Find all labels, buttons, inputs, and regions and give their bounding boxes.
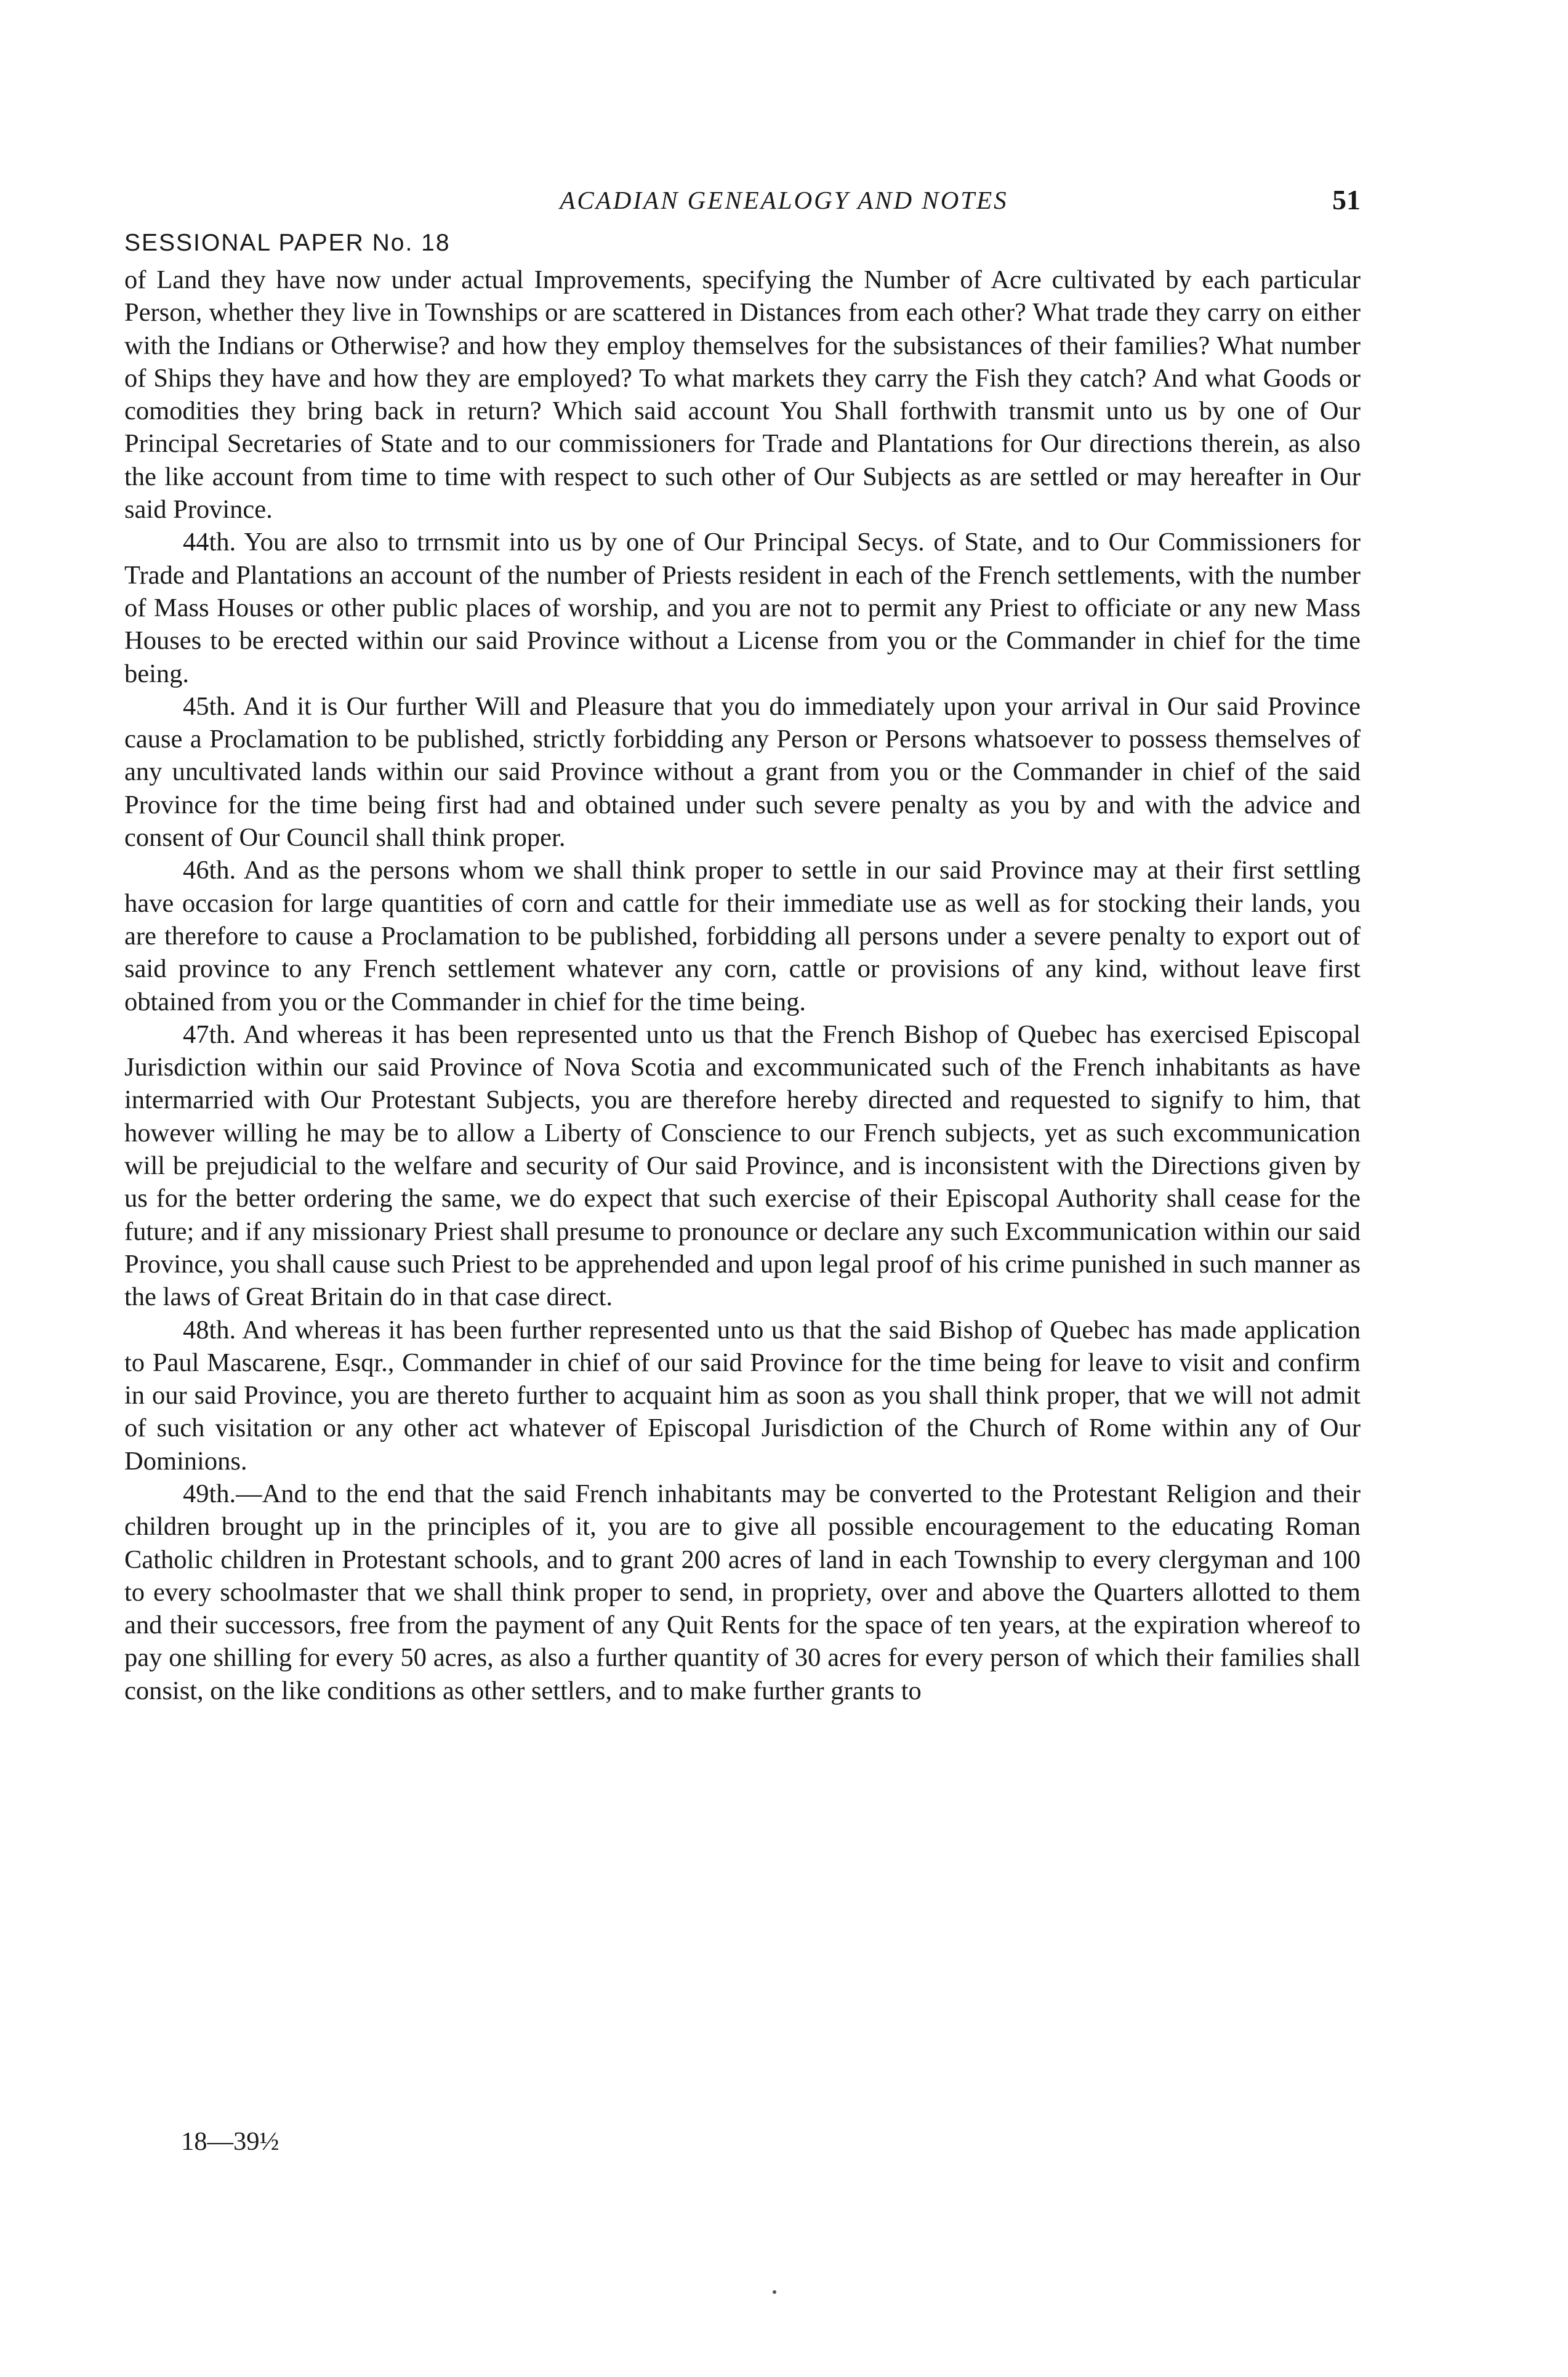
paragraph-46th: 46th. And as the persons whom we shall think proper to settle in our said Province may at their first settling have occasion for large quantities of corn and cattle for their immediate use as well as for stocking their lands, you are therefore to cause a Proclamation to be published, forbidding all persons under a severe penalty to export out of said province to any French settlement whatever any corn, cattle or provisions of any kind, without leave first obtained from you or the Commander in chief for the time being. [124, 856, 1361, 1016]
paragraph-continuation: of Land they have now under actual Improvements, specifying the Number of Acre cultivated by each particular Person, whether they live in Townships or are scattered in Distances from each other? What trade they carry on either with the Indians or Otherwise? and how they employ themselves for the subsistances of their families? What number of Ships they have and how they are employed? To what markets they carry the Fish they catch? And what Goods or comodities they bring back in return? Which said account You Shall forthwith transmit unto us by one of Our Principal Secretaries of State and to our commissioners for Trade and Plantations for Our directions therein, as also the like account from time to time with respect to such other of Our Subjects as are settled or may hereafter in Our said Province. [124, 265, 1361, 525]
page-number: 51 [1332, 184, 1361, 215]
running-head [0, 182, 1568, 219]
paragraph-45th: 45th. And it is Our further Will and Pleasure that you do immediately upon your arrival in Our said Province cause a Proclamation to be published, strictly forbidding any Person or Persons whatsoever to possess themselves of any uncultivated lands within our said Province without a grant from you or the Commander in chief of the said Province for the time being first had and obtained under such severe penalty as you by and with the advice and consent of Our Council shall think proper. [124, 691, 1361, 853]
paragraph-47th: 47th. And whereas it has been represented unto us that the French Bishop of Quebec has exercised Episcopal Jurisdiction within our said Province of Nova Scotia and excommunicated such of the French inhabitants as have intermarried with Our Protestant Subjects, you are therefore hereby directed and requested to signify to him, that however willing he may be to allow a Liberty of Conscience to our French subjects, yet as such excommunication will be prejudicial to the welfare and security of Our said Province, and is inconsistent with the Directions given by us for the better ordering the same, we do expect that such exercise of their Episcopal Authority shall cease for the future; and if any missionary Priest shall presume to pronounce or declare any such Excommunication within our said Province, you shall cause such Priest to be apprehended and upon legal proof of his crime punished in such manner as the laws of Great Britain do in that case direct. [124, 1020, 1361, 1312]
paragraph-49th: 49th.—And to the end that the said French inhabitants may be converted to the Protestant Religion and their children brought up in the principles of it, you are to give all possible encouragement to the educating Roman Catholic children in Protestant schools, and to grant 200 acres of land in each Township to every clergyman and 100 to every schoolmaster that we shall think proper to send, in propriety, over and above the Quarters allotted to them and their successors, free from the payment of any Quit Rents for the space of ten years, at the expiration whereof to pay one shilling for every 50 acres, as also a further quantity of 30 acres for every person of which their families shall consist, on the like conditions as other settlers, and to make further grants to [124, 1479, 1361, 1705]
signature-mark: 18—39½ [181, 2127, 279, 2156]
paragraph-48th: 48th. And whereas it has been further represented unto us that the said Bishop of Quebec has made application to Paul Mascarene, Esqr., Commander in chief of our said Province for the time being for leave to visit and confirm in our said Province, you are thereto further to acquaint him as soon as you shall think proper, that we will not admit of such visitation or any other act whatever of Episcopal Jurisdiction of the Church of Rome within any of Our Dominions. [124, 1315, 1361, 1476]
paragraph-44th: 44th. You are also to trrnsmit into us by one of Our Principal Secys. of State, and to Our Commissioners for Trade and Plantations an account of the number of Priests resident in each of the French settlements, with the number of Mass Houses or other public places of worship, and you are not to permit any Priest to officiate or any new Mass Houses to be erected within our said Province without a License from you or the Commander in chief for the time being. [124, 528, 1361, 688]
body-text [124, 263, 1361, 1707]
sessional-paper-label: SESSIONAL PAPER No. 18 [124, 230, 451, 256]
running-title: ACADIAN GENEALOGY AND NOTES [560, 186, 1008, 214]
stray-ink-dot [773, 2290, 776, 2294]
